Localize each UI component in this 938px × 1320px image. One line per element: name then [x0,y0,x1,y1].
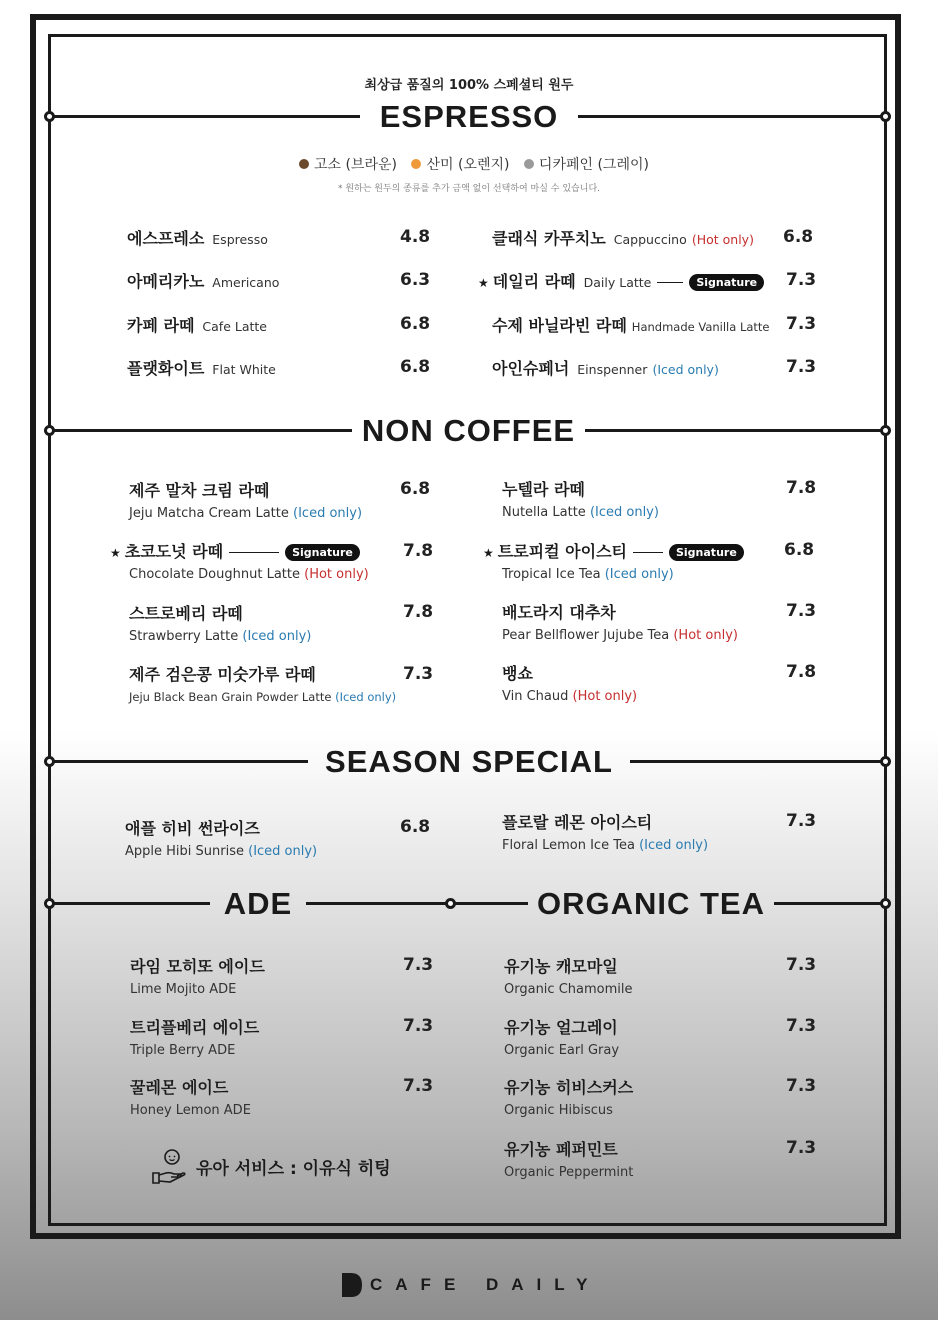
item-name-en: Triple Berry ADE [130,1043,236,1058]
divider-line [52,760,308,763]
item-price: 4.8 [400,227,431,247]
star-icon: ★ [478,276,489,290]
item-tag: (Hot only) [673,628,738,643]
divider-node [880,898,891,909]
item-name-en: Jeju Black Bean Grain Powder Latte [129,690,332,704]
divider-line [52,115,360,118]
bean-legend [0,154,938,174]
item-tag: (Hot only) [572,689,638,704]
divider-node [880,111,891,122]
bean-note: * 원하는 원두의 종류를 추가 금액 없이 선택하여 마실 수 있습니다. [337,184,600,194]
item-name-en: Daily Latte [583,275,652,290]
item-name-ko: 유기농 히비스커스 [504,1078,634,1097]
menu-item [129,478,362,521]
item-name-ko: 배도라지 대추차 [502,603,616,622]
divider-line [630,760,884,763]
item-price: 6.8 [784,540,815,560]
item-tag: (Iced only) [589,505,659,520]
tagline: 최상급 품질의 100% 스페셜티 원두 [364,78,574,93]
item-name-ko: 아인슈페너 [492,359,570,378]
signature-badge: Signature [285,544,360,561]
divider-line [585,429,884,432]
signature-line [657,282,683,283]
divider-node [44,425,55,436]
item-name-en: Cappuccino [613,232,687,247]
item-price: 7.3 [403,955,434,975]
menu-item [504,1015,619,1058]
menu-item [502,661,637,704]
item-name-ko: 애플 히비 썬라이즈 [125,819,260,838]
brand-name: CAFE DAILY [370,1275,601,1294]
divider-line [578,115,884,118]
item-price: 7.3 [786,357,817,377]
item-name-ko: 트로피컬 아이스티 [497,542,627,561]
item-price: 7.3 [786,601,817,621]
section-title-ade: ADE [223,886,293,921]
signature-line [229,552,279,553]
item-tag: (Iced only) [248,844,318,859]
item-name-en: Tropical Ice Tea [502,567,601,582]
item-price: 7.3 [786,811,817,831]
brown-dot-icon [299,159,309,169]
item-price: 7.8 [403,541,434,561]
menu-item [502,810,708,853]
divider-node [880,756,891,767]
item-price: 6.8 [400,479,431,499]
item-name-ko: 트리플베리 에이드 [130,1018,260,1037]
brand-logo [340,1272,600,1302]
item-price: 7.3 [786,955,817,975]
menu-item [129,601,311,644]
divider-node [44,756,55,767]
menu-item [504,1137,633,1180]
menu-item [504,1075,633,1118]
item-price: 6.3 [400,270,431,290]
item-name-ko: 플랫화이트 [127,359,205,378]
menu-item [502,600,738,643]
menu-item [127,356,276,379]
divider-line [774,902,884,905]
divider-node [44,111,55,122]
item-tag: (Iced only) [293,506,363,521]
menu-item [492,226,754,249]
menu-item [129,662,396,704]
section-title-non-coffee: NON COFFEE [361,413,576,448]
divider-node [880,425,891,436]
item-tag: (Iced only) [335,690,397,704]
menu-item [504,954,632,997]
item-name-en: Jeju Matcha Cream Latte [129,506,289,521]
item-price: 7.8 [403,602,434,622]
item-name-ko: 에스프레소 [127,229,205,248]
menu-item [483,539,744,582]
legend-label: 산미 (오렌지) [426,157,510,173]
item-name-en: Vin Chaud [502,689,569,704]
item-name-en: Americano [212,275,280,290]
divider-line [52,902,210,905]
item-price: 7.8 [786,478,817,498]
item-price: 7.8 [786,662,817,682]
menu-item [492,313,770,336]
item-name-en: Honey Lemon ADE [130,1103,251,1118]
item-name-ko: 스트로베리 라떼 [129,604,243,623]
item-price: 6.8 [400,357,431,377]
divider-node [445,898,456,909]
item-name-en: Floral Lemon Ice Tea [502,838,635,853]
item-name-en: Einspenner [577,362,648,377]
menu-item [502,477,659,520]
signature-badge: Signature [669,544,744,561]
kids-service-text: 유아 서비스 : 이유식 히팅 [196,1158,391,1179]
star-icon: ★ [483,546,494,560]
item-name-en: Chocolate Doughnut Latte [129,567,300,582]
divider-node [44,898,55,909]
item-price: 7.3 [786,270,817,290]
orange-dot-icon [411,159,421,169]
item-name-en: Organic Chamomile [504,982,633,997]
menu-item [478,269,764,292]
legend-label: 디카페인 (그레이) [538,157,649,173]
menu-item [130,1015,259,1058]
item-price: 6.8 [400,314,431,334]
item-name-en: Cafe Latte [202,319,267,334]
kids-service [150,1146,391,1186]
gray-dot-icon [524,159,534,169]
item-name-en: Apple Hibi Sunrise [125,844,244,859]
section-title-organic-tea: ORGANIC TEA [537,886,765,921]
item-name-ko: 누텔라 라떼 [502,480,585,499]
item-name-en: Flat White [212,362,276,377]
item-price: 6.8 [783,227,814,247]
item-name-ko: 제주 말차 크림 라떼 [129,481,270,500]
item-name-en: Pear Bellflower Jujube Tea [502,628,670,643]
menu-item [110,539,369,582]
item-name-ko: 플로랄 레몬 아이스티 [502,813,653,832]
item-price: 6.8 [400,817,431,837]
item-tag: (Iced only) [604,567,674,582]
divider-line [52,429,352,432]
item-tag: (Hot only) [691,232,754,247]
item-name-ko: 클래식 카푸치노 [492,229,606,248]
item-name-ko: 유기농 페퍼민트 [504,1140,618,1159]
item-name-en: Organic Hibiscus [504,1103,613,1118]
menu-item [130,1075,251,1118]
menu-item [127,269,279,292]
item-price: 7.3 [786,1138,817,1158]
menu-item [127,313,267,336]
section-title-espresso: ESPRESSO [379,99,559,134]
item-name-en: Organic Peppermint [504,1165,634,1180]
item-tag: (Iced only) [652,362,719,377]
item-name-ko: 꿀레몬 에이드 [130,1078,229,1097]
divider-line [306,902,528,905]
item-name-en: Organic Earl Gray [504,1043,620,1058]
item-name-en: Nutella Latte [502,505,586,520]
item-tag: (Hot only) [304,567,369,582]
item-tag: (Iced only) [242,629,312,644]
item-price: 7.3 [403,1016,434,1036]
menu-item [492,356,719,379]
menu-item [125,816,317,859]
item-price: 7.3 [403,1076,434,1096]
item-name-ko: 제주 검은콩 미숫가루 라떼 [129,665,316,684]
signature-line [633,552,663,553]
signature-badge: Signature [689,274,764,291]
menu-item [130,954,265,997]
item-name-en: Handmade Vanilla Latte [631,320,770,334]
legend-label: 고소 (브라운) [314,157,398,173]
item-price: 7.3 [786,1076,817,1096]
item-name-ko: 수제 바닐라빈 라떼 [492,316,627,335]
item-name-ko: 유기농 캐모마일 [504,957,618,976]
star-icon: ★ [110,546,121,560]
item-tag: (Iced only) [639,838,709,853]
item-name-ko: 아메리카노 [127,272,205,291]
item-name-ko: 라임 모히또 에이드 [130,957,265,976]
item-name-ko: 유기농 얼그레이 [504,1018,618,1037]
item-name-en: Espresso [212,232,268,247]
baby-hand-icon [150,1146,190,1186]
item-name-ko: 카페 라떼 [127,316,195,335]
item-name-en: Strawberry Latte [129,629,239,644]
item-name-ko: 뱅쇼 [502,664,533,683]
item-price: 7.3 [403,664,434,684]
item-price: 7.3 [786,1016,817,1036]
item-price: 7.3 [786,314,817,334]
item-name-ko: 데일리 라떼 [492,272,576,291]
menu-item [127,226,268,249]
cafe-daily-logo-icon [340,1272,364,1298]
item-name-en: Lime Mojito ADE [130,982,237,997]
item-name-ko: 초코도넛 라떼 [124,542,224,561]
section-title-season-special: SEASON SPECIAL [325,744,613,779]
